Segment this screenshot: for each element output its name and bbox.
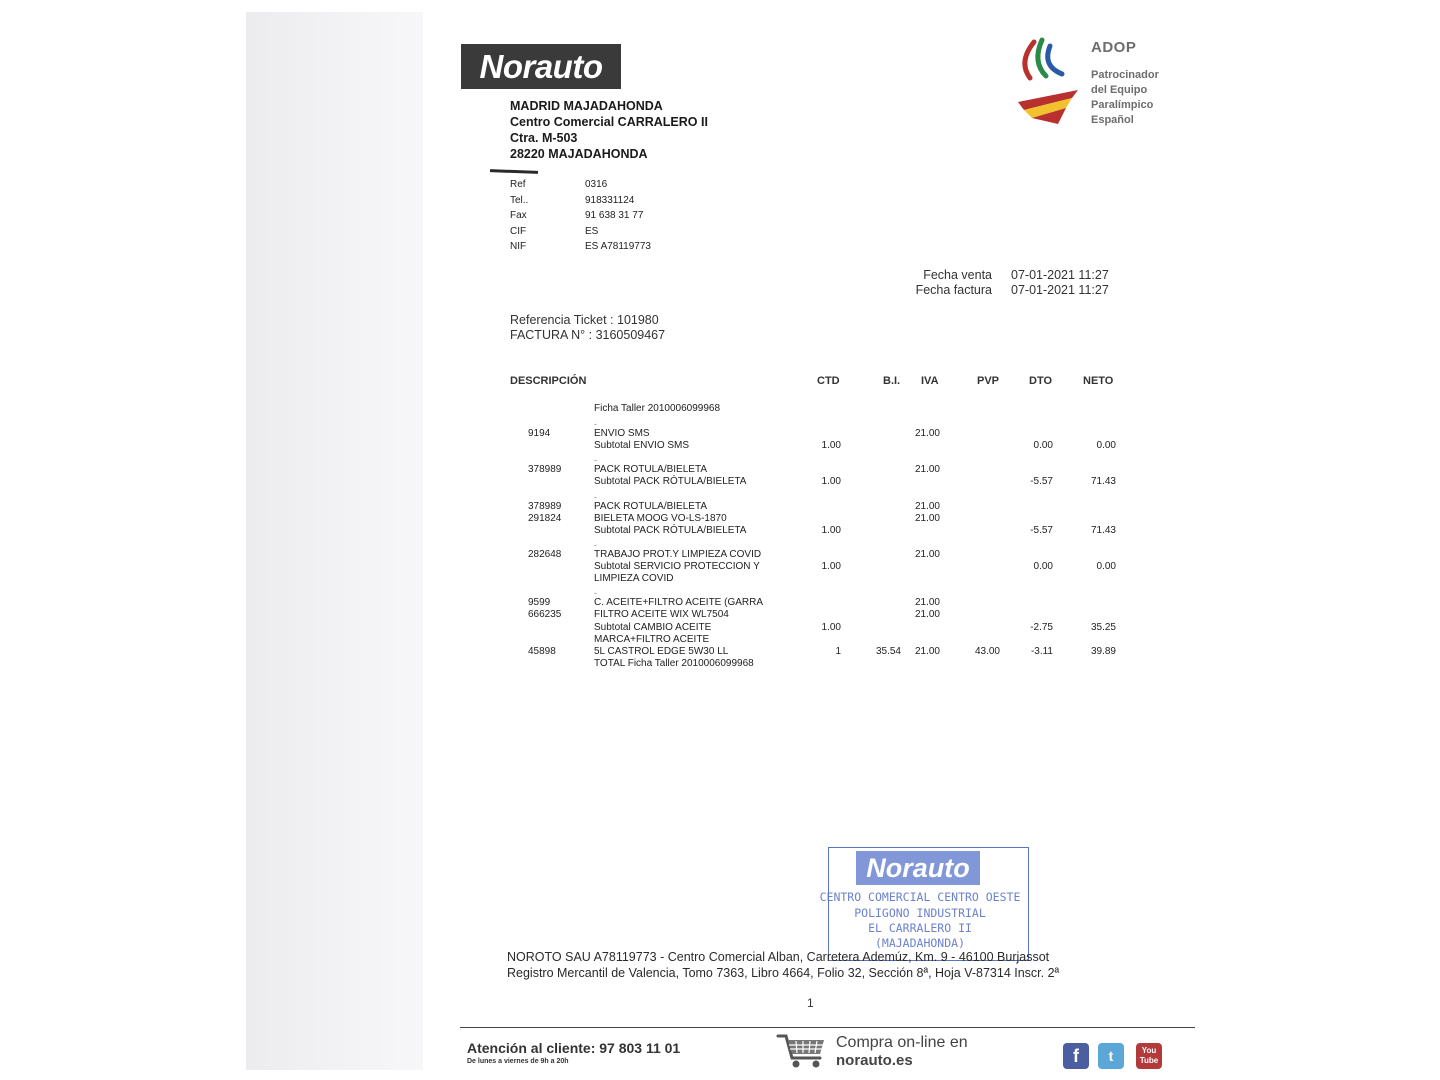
cell-desc: PACK ROTULA/BIELETA	[594, 501, 707, 512]
cell-code: 378989	[528, 501, 562, 512]
cell-net: 71.43	[1090, 525, 1116, 536]
info-fax: Fax 91 638 31 77	[510, 210, 644, 221]
header-discount: DTO	[1029, 375, 1053, 387]
invoice-date-value: 07-01-2021 11:27	[1011, 283, 1109, 297]
pen-mark	[490, 169, 538, 174]
adop-title: ADOP	[1091, 39, 1137, 56]
cell-desc: C. ACEITE+FILTRO ACEITE (GARRA	[594, 597, 764, 608]
cell-desc: Subtotal PACK RÓTULA/BIELETA	[594, 476, 747, 487]
separator-dash: -	[594, 588, 597, 598]
cell-desc: LIMPIEZA COVID	[594, 573, 674, 584]
stamp-line: CENTRO COMERCIAL CENTRO OESTE	[819, 890, 1021, 904]
company-info: NOROTO SAU A78119773 - Centro Comercial Alban, Carretera Ademúz, Km. 9 - 46100 Burjassot	[507, 950, 1050, 964]
cell-desc: FILTRO ACEITE WIX WL7504	[594, 609, 729, 620]
cell-desc: ENVIO SMS	[594, 428, 650, 439]
cell-vat: 21.00	[914, 597, 940, 608]
footer-divider	[460, 1027, 1195, 1028]
scan-edge	[246, 12, 423, 1070]
cell-vat: 21.00	[914, 513, 940, 524]
cell-code: 378989	[528, 464, 562, 475]
header-description: DESCRIPCIÓN	[510, 375, 587, 387]
cell-qty: 1.00	[821, 476, 841, 487]
stamp-line: POLIGONO INDUSTRIAL	[854, 906, 986, 920]
separator-dash: -	[594, 455, 597, 465]
cell-dto: -2.75	[1030, 622, 1053, 633]
cell-qty: 1.00	[821, 561, 841, 572]
stamp-logo: Norauto	[856, 851, 980, 885]
cell-code: 291824	[528, 513, 562, 524]
cell-desc: Subtotal SERVICIO PROTECCION Y	[594, 561, 760, 572]
cell-pvp: 43.00	[974, 646, 1000, 657]
adop-tagline: Patrocinador del Equipo Paralímpico Español	[1091, 69, 1159, 126]
cell-net: 71.43	[1090, 476, 1116, 487]
cell-desc: TRABAJO PROT.Y LIMPIEZA COVID	[594, 549, 762, 560]
cell-net: 35.25	[1090, 622, 1116, 633]
address-line: 28220 MAJADAHONDA	[510, 147, 648, 161]
cell-desc: TOTAL Ficha Taller 2010006099968	[594, 658, 754, 669]
header-pvp: PVP	[977, 375, 1000, 387]
cell-desc: Subtotal CAMBIO ACEITE	[594, 622, 712, 633]
page-number: 1	[807, 996, 814, 1010]
address-line: Ctra. M-503	[510, 131, 578, 145]
address-line: Centro Comercial CARRALERO II	[510, 115, 708, 129]
cell-vat: 21.00	[914, 646, 940, 657]
invoice-number: FACTURA N° : 3160509467	[510, 328, 666, 342]
twitter-icon[interactable]: t	[1098, 1043, 1124, 1069]
facebook-icon[interactable]: f	[1063, 1043, 1089, 1069]
header-qty: CTD	[817, 375, 840, 387]
cell-desc: PACK ROTULA/BIELETA	[594, 464, 707, 475]
cell-desc: Subtotal PACK RÓTULA/BIELETA	[594, 525, 747, 536]
header-vat: IVA	[921, 375, 939, 387]
header-base: B.I.	[883, 375, 901, 387]
separator-dash: -	[594, 540, 597, 550]
cell-qty: 1.00	[821, 622, 841, 633]
cell-qty: 1.00	[821, 525, 841, 536]
cell-desc: BIELETA MOOG VO-LS-1870	[594, 513, 727, 524]
cell-desc: Subtotal ENVIO SMS	[594, 440, 690, 451]
shop-online-label: Compra on-line en	[836, 1034, 968, 1051]
cell-code: 9599	[528, 597, 551, 608]
sale-date-value: 07-01-2021 11:27	[1011, 268, 1109, 282]
sale-date-label: Fecha venta	[923, 268, 992, 282]
cell-code: 666235	[528, 609, 562, 620]
cell-vat: 21.00	[914, 428, 940, 439]
address-line: MADRID MAJADAHONDA	[510, 99, 663, 113]
norauto-logo: Norauto	[461, 44, 621, 89]
cell-net: 0.00	[1096, 561, 1116, 572]
shopping-cart-icon	[776, 1032, 828, 1070]
info-nif: NIF ES A78119773	[510, 241, 651, 252]
youtube-icon[interactable]: You Tube	[1136, 1043, 1162, 1069]
cell-dto: -5.57	[1030, 476, 1053, 487]
cell-qty: 1.00	[821, 440, 841, 451]
cell-desc: MARCA+FILTRO ACEITE	[594, 634, 710, 645]
registry-info: Registro Mercantil de Valencia, Tomo 7363, Libro 4664, Folio 32, Sección 8ª, Hoja V-87314 Inscr. 2ª	[507, 966, 1060, 980]
cell-vat: 21.00	[914, 549, 940, 560]
customer-service: Atención al cliente: 97 803 11 01	[467, 1040, 681, 1056]
stamp-line: EL CARRALERO II	[868, 921, 972, 935]
separator-dash: -	[594, 492, 597, 502]
info-ref: Ref 0316	[510, 179, 608, 190]
cell-net: 0.00	[1096, 440, 1116, 451]
cell-code: 9194	[528, 428, 551, 439]
header-net: NETO	[1083, 375, 1114, 387]
cell-dto: 0.00	[1033, 440, 1053, 451]
website-link[interactable]: norauto.es	[836, 1052, 913, 1069]
adop-emblem-icon	[1012, 32, 1084, 127]
invoice-date-label: Fecha factura	[915, 283, 992, 297]
stamp-line: (MAJADAHONDA)	[874, 936, 965, 950]
separator-dash: -	[594, 419, 597, 429]
cell-qty: 1	[835, 646, 841, 657]
cell-dto: -3.11	[1030, 646, 1053, 657]
cell-vat: 21.00	[914, 501, 940, 512]
cell-vat: 21.00	[914, 464, 940, 475]
cell-desc: 5L CASTROL EDGE 5W30 LL	[594, 646, 729, 657]
cell-dto: -5.57	[1030, 525, 1053, 536]
ticket-reference: Referencia Ticket : 101980	[510, 313, 659, 327]
info-cif: CIF ES	[510, 226, 599, 237]
cell-base: 35.54	[875, 646, 901, 657]
info-tel: Tel.. 918331124	[510, 195, 635, 206]
cell-vat: 21.00	[914, 609, 940, 620]
store-address	[510, 98, 708, 162]
cell-code: 45898	[528, 646, 556, 657]
service-hours: De lunes a viernes de 9h a 20h	[467, 1058, 569, 1065]
cell-code: 282648	[528, 549, 562, 560]
cell-dto: 0.00	[1033, 561, 1053, 572]
cell-net: 39.89	[1090, 646, 1116, 657]
ficha-line: Ficha Taller 2010006099968	[594, 403, 721, 414]
